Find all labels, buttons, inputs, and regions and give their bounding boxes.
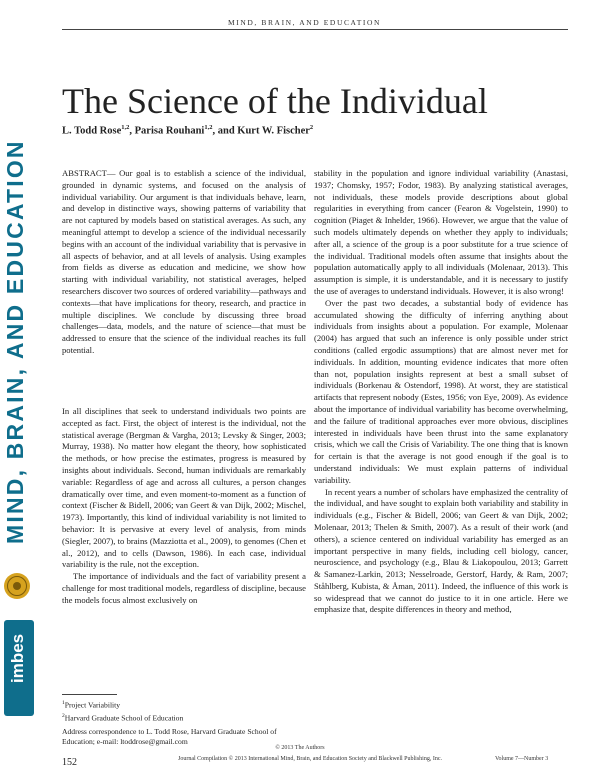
footnote-rule bbox=[62, 694, 117, 695]
correspondence: Address correspondence to L. Todd Rose, Harvard Graduate School of Education; e-mail: ltoddrose@gmail.com bbox=[62, 727, 277, 747]
body-paragraph: stability in the population and ignore individual variability (Anastasi, 1937; Chomsky, 1957; Fodor, 1983). By analyzing statistical averages, not individuals, these models provide descriptions about global regularities in everything from cancer (Fearon & Vogelstein, 1990) to cognition (Piaget & Inhelder, 1966). However, we argue that the value of such models ultimately depends on whether they apply to individuals; after all, a science of the group is a poor substitute for a true science of the individual. Traditional models often assume that insights about the population automatically apply to all individuals (Molenaar, 2013). This assumption is simple, it is understandable, and it is necessary to justify the use of averages to understand individuals. However, it is also wrong! bbox=[314, 168, 568, 296]
volume-info: Volume 7—Number 3 bbox=[495, 756, 549, 762]
sidebar-journal-name: MIND, BRAIN, AND EDUCATION bbox=[2, 139, 28, 544]
society-seal-icon bbox=[3, 572, 31, 600]
body-left-column bbox=[62, 406, 306, 607]
author-name: and Kurt W. Fischer bbox=[217, 125, 310, 137]
body-paragraph: Over the past two decades, a substantial body of evidence has accumulated showing the difficulty of inferring anything about individuals from insights about a population. For example, Molenaar (2004) has argued that such an inference is only possible under strict conditions (called ergodic assumptions) that are almost never met for individuals. In addition, mounting evidence indicates that more often than not, population insights represent at best a small subset of individuals (Borkenau & Ostendorf, 1998). At worst, they are statistical artifacts that represent nobody (Estes, 1956; von Eye, 2009). As evidence about the importance of individual variability has become overwhelming, and the failure of traditional approaches ever more obvious, disciplines interested in individuals have been thrust into the same explanatory crisis, which we call the Crisis of Variability. The one thing that is known for certain is that the average is not good enough if the goal is to understand individuals: We must explain patterns of individual variability. bbox=[314, 297, 568, 485]
affiliation-marker: 1,2 bbox=[204, 124, 213, 131]
footnote-marker: 1 bbox=[62, 700, 65, 706]
article-title: The Science of the Individual bbox=[62, 81, 488, 121]
running-header: MIND, BRAIN, AND EDUCATION bbox=[228, 18, 382, 27]
body-right-column bbox=[314, 168, 568, 616]
copyright: © 2013 The Authors bbox=[275, 745, 325, 751]
footnote bbox=[62, 711, 306, 724]
header-rule bbox=[62, 29, 568, 30]
author-list: L. Todd Rose$^{1,2}$, Parisa Rouhani$^{1,2}$, and Kurt W. Fischer$^2$ bbox=[62, 124, 314, 137]
affiliation-marker: 2 bbox=[309, 124, 314, 131]
footnote-text: Project Variability bbox=[64, 700, 121, 710]
journal-compilation: Journal Compilation © 2013 International Mind, Brain, and Education Society and Blackwell Publishing, Inc. bbox=[178, 756, 443, 762]
footnote bbox=[62, 698, 306, 711]
body-paragraph: In recent years a number of scholars have emphasized the centrality of the individual, and have sought to explain both variability and stability in individuals (e.g., Fischer & Bidell, 2006; van Geert & van Dijk, 2002; Molenaar, 2013; Thelen & Smith, 2007). As a result of their work (and others), a science centered on individual variability has emerged as an important perspective in many fields, including cell biology, cancer, neuroscience, and psychology (e.g., Blau & Liakopoulou, 2013; Garrett & Samanez-Larkin, 2013; Nesselroade, Gerstorf, Hardy, & Ram, 2007; Ståhlberg, Kubista, & Åman, 2011). Indeed, the influence of this work is so widespread that we cannot do justice to it in one article. Here we emphasize that, despite differences in theory and method, bbox=[314, 486, 568, 615]
imbes-logo bbox=[3, 618, 35, 718]
body-paragraph: The importance of individuals and the fact of variability present a challenge for most traditional models, regardless of discipline, because the models focus almost exclusively on bbox=[62, 571, 306, 605]
footnote-marker: 2 bbox=[62, 712, 65, 719]
footnote-text: Harvard Graduate School of Education bbox=[64, 713, 184, 723]
journal-sidebar bbox=[0, 0, 38, 775]
abstract bbox=[62, 168, 306, 357]
author-name: Parisa Rouhani bbox=[134, 125, 205, 137]
logo-text: imbes bbox=[8, 633, 27, 683]
author-name: L. Todd Rose bbox=[62, 125, 122, 137]
page-number: 152 bbox=[62, 757, 77, 768]
abstract-text: ABSTRACT— Our goal is to establish a science of the individual, grounded in dynamic systems, and focused on the analysis of individual variability. Our argument is that individuals behave, learn, and develop in distinctive ways, showing patterns of variability that are not captured by models based on statistical averages. As such, any meaningful attempt to develop a science of the individual necessarily begins with an account of the individual variability that is pervasive in all aspects of behavior, and at all levels of analysis. Using examples from fields as diverse as education and medicine, we show how starting with individual variability, not statistical averages, helped researchers discover two sources of ordered variability—pathways and contexts—that have implications for theory, research, and practice in multiple disciplines. We conclude by discussing three broad challenges—data, models, and the nature of science—that must be addressed to ensure that the science of the individual reaches its full potential. bbox=[62, 168, 306, 355]
footnotes bbox=[62, 694, 306, 747]
body-paragraph: In all disciplines that seek to understand individuals two points are accepted as fact. First, the object of interest is the individual, not the statistical average (Bergman & Vargha, 2013; Levsky & Singer, 2003; Murray, 1938). No matter how elegant the theory, how sophisticated the methods, or how precise the estimates, progress is measured by insights about individuals. Second, human individuals are remarkably variable: Regardless of age and across all cultures, a person changes dramatically over time, and even moment-to-moment as a function of context (Fischer & Bidell, 2006; van Geert & van Dijk, 2002; Mischel, 1973). Importantly, this kind of individual variability is not limited to behavior: It is pervasive at every level of analysis, from minds (Siegler, 2007), to brains (Mazziotta et al., 2009), to genomes (Chen et al., 2012), and to cells (Dawson, 1986). In each case, individual variability is the rule, not the exception. bbox=[62, 406, 306, 570]
affiliation-marker: 1,2 bbox=[121, 124, 130, 131]
